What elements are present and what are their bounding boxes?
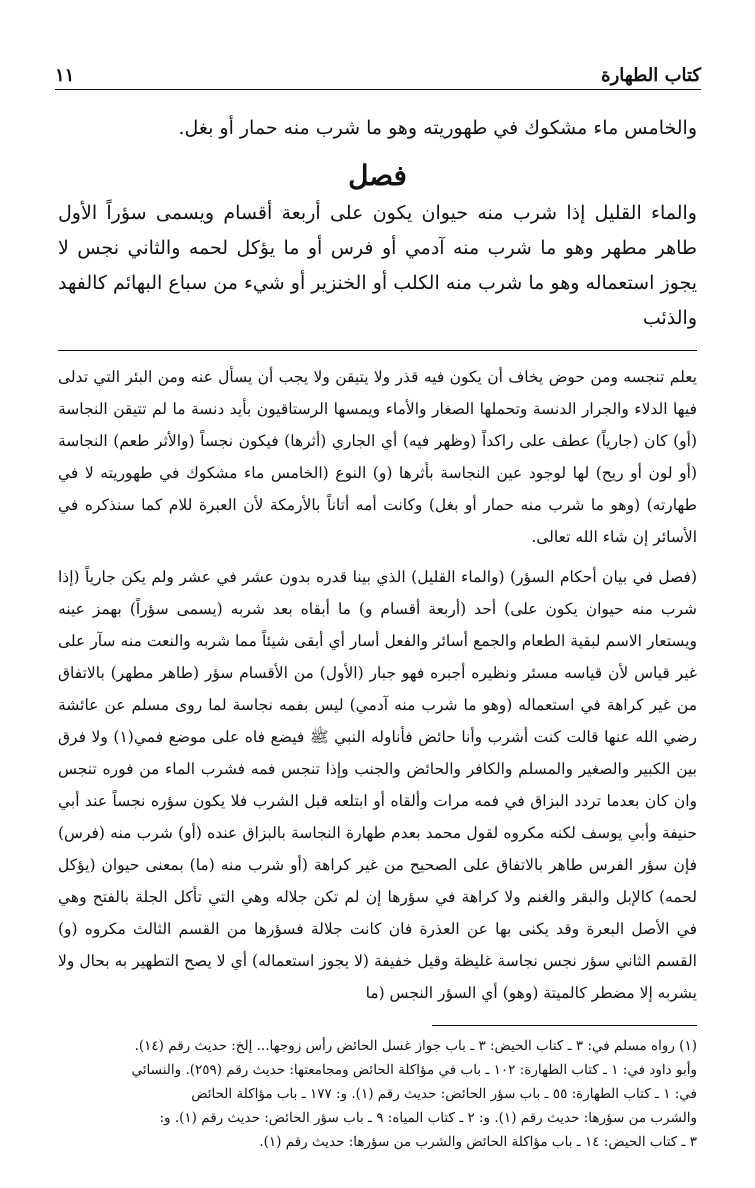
commentary-separator [58,350,697,351]
commentary-paragraph-2: (فصل في بيان أحكام السؤر) (والماء القليل) الذي بينا قدره بدون عشر في عشر ولم يكن جارياً (إذا شرب منه حيوان يكون على) أحد (أربعة أقسام و) ما أبقاه بعد شربه (يسمى سؤراً) بهمز عينه ويستعار الاسم لبقية الطعام والجمع أسائر والفعل أسار أي أبقى شيئاً مما شربه والنعت منه سآر على غير قياس لأن قياسه مسئر ونظيره أجبره فهو جبار (الأول) من الأقسام سؤر (طاهر مطهر) بالاتفاق من غير كراهة في استعماله (وهو ما شرب منه آدمي) ليس بفمه نجاسة لما روى مسلم عن عائشة رضي الله عنها قالت كنت أشرب وأنا حائض فأناوله النبي ﷺ فيضع فاه على موضع فمي(١) ولا فرق بين الكبير والصغير والمسلم والكافر والحائض والجنب وإذا تنجس فمه فشرب الماء من فوره تنجس وان كان بعدما تردد البزاق في فمه مرات وألقاه أو ابتلعه قبل الشرب فلا يكون سؤره نجساً عند أبي حنيفة وأبي يوسف لكنه مكروه لقول محمد بعدم طهارة النجاسة بالبزاق عنده (أو) شرب منه (فرس) فإن سؤر الفرس طاهر بالاتفاق على الصحيح من غير كراهة (أو شرب منه (ما) بمعنى حيوان (يؤكل لحمه) كالإبل والبقر والغنم ولا كراهة في سؤرها إن لم تكن جلاله وهي التي تأكل الجلة بالفتح وهي في الأصل البعرة وقد يكنى بها عن العذرة فان كانت جلالة فسؤرها من القسم الثالث مكروه (و) القسم الثاني سؤر نجس نجاسة غليظة وقيل خفيفة (لا يجوز استعماله) أي لا يصح التطهير به بحال ولا يشربه إلا مضطر كالميتة (وهو) أي السؤر النجس (ما [58,568,697,1002]
main-paragraph: والماء القليل إذا شرب منه حيوان يكون على أربعة أقسام ويسمى سؤراً الأول طاهر مطهر وهو ما شرب منه آدمي أو فرس أو ما يؤكل لحمه والثاني نجس لا يجوز استعماله وهو ما شرب منه الكلب أو الخنزير أو شيء من سباع البهائم كالفهد والذئب [58,202,697,329]
running-header [55,58,701,90]
page-number: ١١ [55,65,75,86]
footnote-separator [432,1025,697,1026]
main-text-line: والخامس ماء مشكوك في طهوريته وهو ما شرب منه حمار أو بغل. [178,117,697,139]
footnote-line: (١) رواه مسلم في: ٣ ـ كتاب الحيض: ٣ ـ باب جواز غسل الحائض رأس زوجها... إلخ: حديث رقم (١٤). [134,1038,697,1054]
page-body [58,110,697,1154]
footnote-line: في: ١ ـ كتاب الطهارة: ٥٥ ـ باب سؤر الحائض: حديث رقم (١). و: ١٧٧ ـ باب مؤاكلة الحائض [191,1086,697,1102]
footnote-line: وأبو داود في: ١ ـ كتاب الطهارة: ١٠٢ ـ باب في مؤاكلة الحائض ومجامعتها: حديث رقم (٢٥٩). والنسائي [131,1062,697,1078]
footnote-line: والشرب من سؤرها: حديث رقم (١). و: ٢ ـ كتاب المياه: ٩ ـ باب سؤر الحائض: حديث رقم (١). و: [159,1110,697,1126]
footnote-line: ٣ ـ كتاب الحيض: ١٤ ـ باب مؤاكلة الحائض والشرب من سؤرها: حديث رقم (١). [259,1134,697,1150]
header-title: كتاب الطهارة [601,65,701,86]
section-title: فصل [348,159,407,192]
commentary-paragraph-1: يعلم تنجسه ومن حوض يخاف أن يكون فيه قذر ولا يتيقن ولا يجب أن يسأل عنه ومن البئر التي تدلى فيها الدلاء والجرار الدنسة وتحملها الصغار والأماء ويمسها الرستاقيون بأيد دنسة ما لم تتيقن النجاسة (أو) كان (جارياً) عطف على راكداً (وظهر فيه) أي الجاري (أثرها) فيكون نجساً (والأثر طعم) النجاسة (أو لون أو ريح) لها لوجود عين النجاسة بأثرها (و) النوع (الخامس ماء مشكوك في طهوريته لا في طهارته) (وهو ما شرب منه حمار أو بغل) وكانت أمه أتاناً بالأرمكة لأن العبرة للام كما سنذكره في الأسائر إن شاء الله تعالى. [58,368,697,546]
